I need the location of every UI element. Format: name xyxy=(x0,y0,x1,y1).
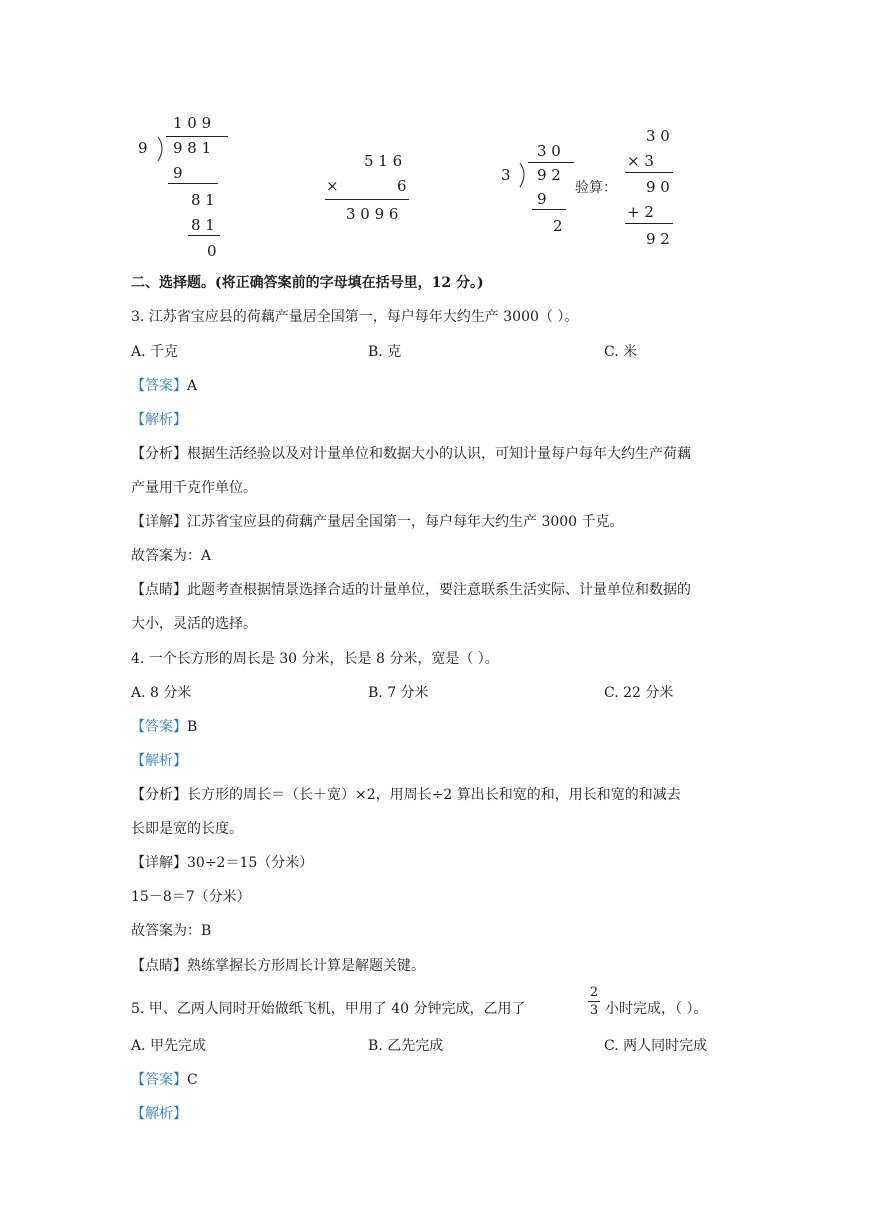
q5-stem-part1: 5. 甲、乙两人同时开始做纸飞机，甲用了 40 分钟完成，乙用了 xyxy=(131,1001,526,1017)
xiangjie-text: 江苏省宝应县的荷藕产量居全国第一，每户每年大约生产 3000 千克。 xyxy=(187,514,624,530)
dianjing-text: 此题考查根据情景选择合适的计量单位，要注意联系生活实际、计量单位和数据的 xyxy=(187,582,691,598)
remainder-2: 0 xyxy=(207,242,217,260)
subtract-1: 9 xyxy=(173,164,183,182)
q3-fenxi-line2: 产量用千克作单位。 xyxy=(131,480,257,496)
q4-xiangjie-line2: 15－8＝7（分米） xyxy=(131,889,251,905)
q4-option-c: C. 22 分米 xyxy=(604,685,674,701)
divider xyxy=(625,223,673,224)
fraction-two-thirds xyxy=(588,985,600,1018)
q4-stem: 4. 一个长方形的周长是 30 分米，长是 8 分米，宽是（ ）。 xyxy=(131,651,499,667)
q3-stem: 3. 江苏省宝应县的荷藕产量居全国第一，每户每年大约生产 3000（ ）。 xyxy=(131,309,579,325)
fraction-bar xyxy=(588,1001,600,1002)
check-product: 9 0 xyxy=(646,178,670,196)
answer-value: B xyxy=(187,719,198,735)
dividend: 9 2 xyxy=(537,166,561,184)
xiangjie-tag: 【详解】 xyxy=(131,514,187,530)
quotient: 1 0 9 xyxy=(173,114,212,132)
q5-analysis-tag: 【解析】 xyxy=(131,1106,187,1122)
divider xyxy=(625,172,673,173)
dianjing-tag: 【点睛】 xyxy=(131,582,187,598)
division-bar xyxy=(528,162,574,163)
section-title: 二、选择题。(将正确答案前的字母填在括号里，12 分。) xyxy=(131,275,484,291)
divisor: 9 xyxy=(138,139,148,157)
q3-option-c: C. 米 xyxy=(604,344,638,360)
answer-value: C xyxy=(187,1072,198,1088)
remainder-1: 8 1 xyxy=(191,191,215,209)
divider xyxy=(532,209,566,210)
division-bar xyxy=(166,136,228,137)
q5-option-b: B. 乙先完成 xyxy=(368,1038,444,1054)
multiplicand: 5 1 6 xyxy=(364,152,403,170)
division-bracket xyxy=(516,162,530,188)
q3-option-b: B. 克 xyxy=(368,344,402,360)
product: 3 0 9 6 xyxy=(346,205,399,223)
answer-value: A xyxy=(187,378,198,394)
answer-tag: 【答案】 xyxy=(131,1072,187,1088)
division-bracket xyxy=(154,136,168,162)
q3-xiangjie xyxy=(131,511,624,531)
q5-option-c: C. 两人同时完成 xyxy=(604,1038,708,1054)
check-add: + 2 xyxy=(627,203,654,221)
q3-conclusion: 故答案为：A xyxy=(131,548,212,564)
q3-dianjing-line2: 大小，灵活的选择。 xyxy=(131,616,257,632)
q4-xiangjie-line1 xyxy=(131,852,313,872)
q5-stem-part2: 小时完成，（ ）。 xyxy=(605,1001,708,1017)
q4-option-a: A. 8 分米 xyxy=(131,685,192,701)
q3-analysis-tag: 【解析】 xyxy=(131,412,187,428)
times-sign: × xyxy=(326,177,339,195)
multiplier: 6 xyxy=(397,177,407,195)
check-label: 验算： xyxy=(575,180,617,196)
q4-fenxi-line2: 长即是宽的长度。 xyxy=(131,821,243,837)
q4-option-b: B. 7 分米 xyxy=(368,685,429,701)
dividend: 9 8 1 xyxy=(173,139,212,157)
check-multiply: × 3 xyxy=(627,152,654,170)
fraction-numerator: 2 xyxy=(589,985,599,1000)
check-sum: 9 2 xyxy=(646,230,670,248)
dianjing-tag: 【点睛】 xyxy=(131,958,187,974)
divider xyxy=(325,199,409,200)
dianjing-text: 熟练掌握长方形周长计算是解题关键。 xyxy=(187,958,425,974)
q5-option-a: A. 甲先完成 xyxy=(131,1038,207,1054)
subtract-2: 8 1 xyxy=(191,216,215,234)
xiangjie-tag: 【详解】 xyxy=(131,855,187,871)
fenxi-tag: 【分析】 xyxy=(131,446,187,462)
q4-answer xyxy=(131,716,197,736)
q3-answer xyxy=(131,375,197,395)
q3-dianjing-line1 xyxy=(131,579,691,599)
divider xyxy=(168,183,218,184)
check-top: 3 0 xyxy=(646,127,670,145)
q4-analysis-tag: 【解析】 xyxy=(131,753,187,769)
q4-fenxi-line1 xyxy=(131,784,681,804)
q4-dianjing xyxy=(131,955,425,975)
q3-fenxi-line1 xyxy=(131,443,691,463)
fraction-denominator: 3 xyxy=(589,1003,599,1018)
divisor: 3 xyxy=(501,166,511,184)
q4-conclusion: 故答案为：B xyxy=(131,923,212,939)
subtract-1: 9 xyxy=(537,190,547,208)
answer-tag: 【答案】 xyxy=(131,719,187,735)
fenxi-tag: 【分析】 xyxy=(131,787,187,803)
remainder: 2 xyxy=(553,217,563,235)
quotient: 3 0 xyxy=(537,142,561,160)
xiangjie-text: 30÷2＝15（分米） xyxy=(187,855,314,871)
fenxi-text: 长方形的周长＝（长＋宽）×2，用周长÷2 算出长和宽的和，用长和宽的和减去 xyxy=(187,787,681,803)
q5-answer xyxy=(131,1069,198,1089)
fenxi-text: 根据生活经验以及对计量单位和数据大小的认识，可知计量每户每年大约生产荷藕 xyxy=(187,446,691,462)
q3-option-a: A. 千克 xyxy=(131,344,179,360)
answer-tag: 【答案】 xyxy=(131,378,187,394)
divider xyxy=(188,235,220,236)
